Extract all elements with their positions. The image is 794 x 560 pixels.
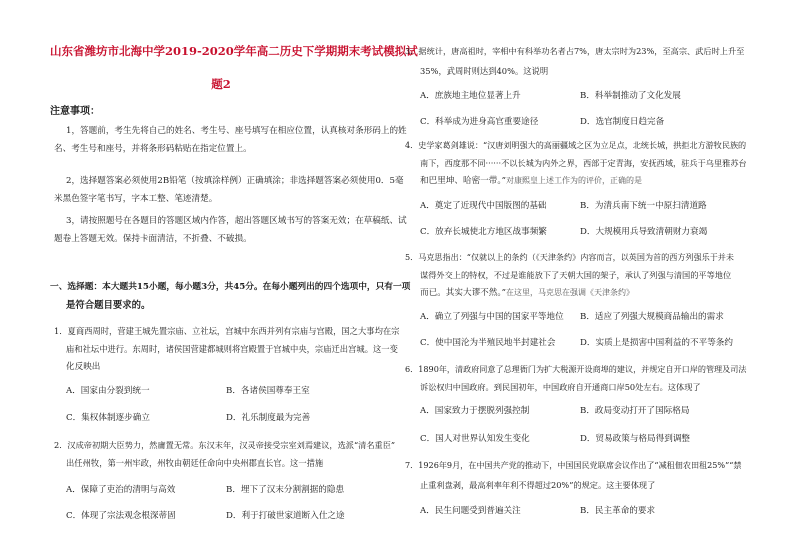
question-3-line2: 35%，武周时则达到40%。这说明 — [420, 66, 549, 76]
question-3-option-b[interactable]: B．科举制推动了文化发展 — [580, 91, 681, 101]
question-7-line2: 止重利盘剥，最高利率年利不得超过20%”的规定。这主要体现了 — [420, 480, 656, 490]
section-heading-line1: 一、选择题：本大题共15小题，每小题3分，共45分。在每小题列出的四个选项中，只有一项 — [50, 282, 411, 292]
question-4-option-c[interactable]: C．放弃长城使北方地区战事频繁 — [420, 227, 547, 237]
question-1-option-d[interactable]: D．礼乐制度最为完善 — [226, 413, 311, 423]
question-6-option-a[interactable]: A．国家致力于摆脱列强控制 — [420, 406, 530, 416]
question-2-line2: 出任州牧，第一州牢政，州牧由朝廷任命向中央州郡直长官。这一措施 — [66, 458, 324, 468]
question-5-option-b[interactable]: B．适应了列强大规模商品输出的需求 — [580, 312, 724, 322]
question-4-option-b[interactable]: B．为清兵南下统一中原扫清道路 — [580, 201, 707, 211]
question-6-line1: 6．1890年，清政府同意了总理衙门为扩大税源开设商埠的建议，并规定自开口岸的管理及司法 — [405, 364, 747, 374]
question-1-line3: 化反映出 — [66, 362, 101, 372]
question-4-line2: 南下，西度那不同······不以长城为内外之界，西部于定青海，安抚西域，驻兵于乌里雅苏台 — [420, 158, 747, 168]
question-5-line3-text: 而已。其实大谬不然。” — [420, 288, 507, 298]
question-2-option-d[interactable]: D．利于打破世家道断入仕之途 — [226, 511, 345, 521]
question-4-line3 — [420, 170, 642, 192]
notice-item-3-line1: 3，请按照题号在各题目的答题区域内作答，超出答题区域书写的答案无效；在草稿纸、试 — [66, 216, 407, 226]
question-1-line1: 1．夏商西周时，营建王城先置宗庙、立社坛，宫城中东西并列有宗庙与宫殿，国之大事均在宗 — [54, 326, 400, 336]
notice-item-1-line1: 1，答题前，考生先将自己的姓名、考生号、座号填写在相应位置，认真核对条形码上的姓 — [66, 126, 407, 136]
question-2-option-a[interactable]: A．保障了吏治的清明与高效 — [66, 485, 176, 495]
question-4-option-d[interactable]: D．大规模用兵导致清朝财力衰竭 — [580, 227, 708, 237]
question-5-option-c[interactable]: C．使中国沦为半殖民地半封建社会 — [420, 338, 556, 348]
question-7-option-a[interactable]: A．民生问题受到普遍关注 — [420, 506, 521, 516]
question-7-option-b[interactable]: B．民主革命的要求 — [580, 506, 656, 516]
question-4-line3-text: 和巴里坤、哈密一带。” — [420, 176, 507, 186]
question-6-option-d[interactable]: D．贸易政策与格局得到调整 — [580, 434, 691, 444]
notice-item-2-line1: 2，选择题答案必须使用2B铅笔（按填涂样例）正确填涂；非选择题答案必须使用0．5毫 — [66, 176, 404, 186]
question-4-line1: 4．史学家葛剑雄说：“汉唐刘明强大的高丽疆域之区为立足点，北统长城，拱拒北方游牧民族的 — [405, 140, 747, 150]
notice-item-1-line2: 名、考生号和座号，并将条形码粘贴在指定位置上。 — [54, 144, 252, 154]
question-5-line2: 谋得外交上的特权，不过是谁能放下了天朝大国的架子，承认了列强与清国的平等地位 — [420, 270, 732, 280]
question-6-option-b[interactable]: B．政局变动打开了国际格局 — [580, 406, 690, 416]
notice-item-2-line2: 米黑色签字笔书写，字本工整、笔迹清楚。 — [54, 194, 218, 204]
question-1-option-b[interactable]: B．各诸侯国尊奉王室 — [226, 386, 310, 396]
question-1-option-c[interactable]: C．集权体制逐步确立 — [66, 413, 150, 423]
question-3-option-d[interactable]: D．选官制度日趋完备 — [580, 117, 665, 127]
question-5-line3 — [420, 282, 634, 304]
question-7-line1: 7．1926年9月，在中国共产党的推动下，中国国民党联席会议作出了“减租佃农田租25%”“禁 — [405, 460, 742, 470]
question-5-option-d[interactable]: D．实质上是损害中国利益的不平等条约 — [580, 338, 733, 348]
question-2-option-c[interactable]: C．体现了宗法观念根深蒂固 — [66, 511, 176, 521]
notice-item-3-line2: 题卷上答题无效。保持卡面清洁，不折叠、不破损。 — [54, 234, 252, 244]
question-6-line2: 诉讼权归中国政府。到民国初年，中国政府自开通商口岸50处左右。这体现了 — [420, 382, 701, 392]
document-title-line2: 题2 — [211, 77, 231, 91]
question-5-option-a[interactable]: A．确立了列强与中国的国家平等地位 — [420, 312, 564, 322]
question-3-option-a[interactable]: A．庶族地主地位显著上升 — [420, 91, 521, 101]
question-4-option-a[interactable]: A．奠定了近现代中国版图的基础 — [420, 201, 547, 211]
question-2-line1: 2．汉成帝初期大臣势力，然庸置无常。东汉末年，汉灵帝接受宗室刘焉建议，选派“清名重臣” — [54, 440, 396, 450]
question-6-option-c[interactable]: C．国人对世界认知发生变化 — [420, 434, 530, 444]
question-5-tail: 在这里，马克思在强调《天津条约》 — [506, 288, 635, 297]
question-4-tail: 对康熙皇上述工作为的评价，正确的是 — [506, 176, 643, 185]
question-1-line2: 庙和社坛中进行。东周时，诸侯国营建都城则将宫殿置于宫城中央，宗庙迁出宫城。这一变 — [66, 344, 398, 354]
question-2-option-b[interactable]: B．埋下了汉末分割割据的隐患 — [226, 485, 345, 495]
question-1-option-a[interactable]: A．国家由分裂到统一 — [66, 386, 150, 396]
notice-heading: 注意事项： — [50, 106, 100, 117]
question-3-option-c[interactable]: C．科举成为进身高官重要途径 — [420, 117, 539, 127]
question-3-line1: 3．据统计，唐高祖时，宰相中有科举功名者占7%，唐太宗时为23%，至高宗、武后时上升至 — [405, 46, 745, 56]
question-5-line1: 5．马克思指出：“仅就以上的条约（《天津条约》内容而言，以英国为首的西方列强乐于并未 — [405, 252, 734, 262]
document-title-line1: 山东省潍坊市北海中学2019-2020学年高二历史下学期期末考试模拟试 — [50, 44, 418, 58]
section-heading-line2: 是符合题目要求的。 — [66, 300, 151, 311]
